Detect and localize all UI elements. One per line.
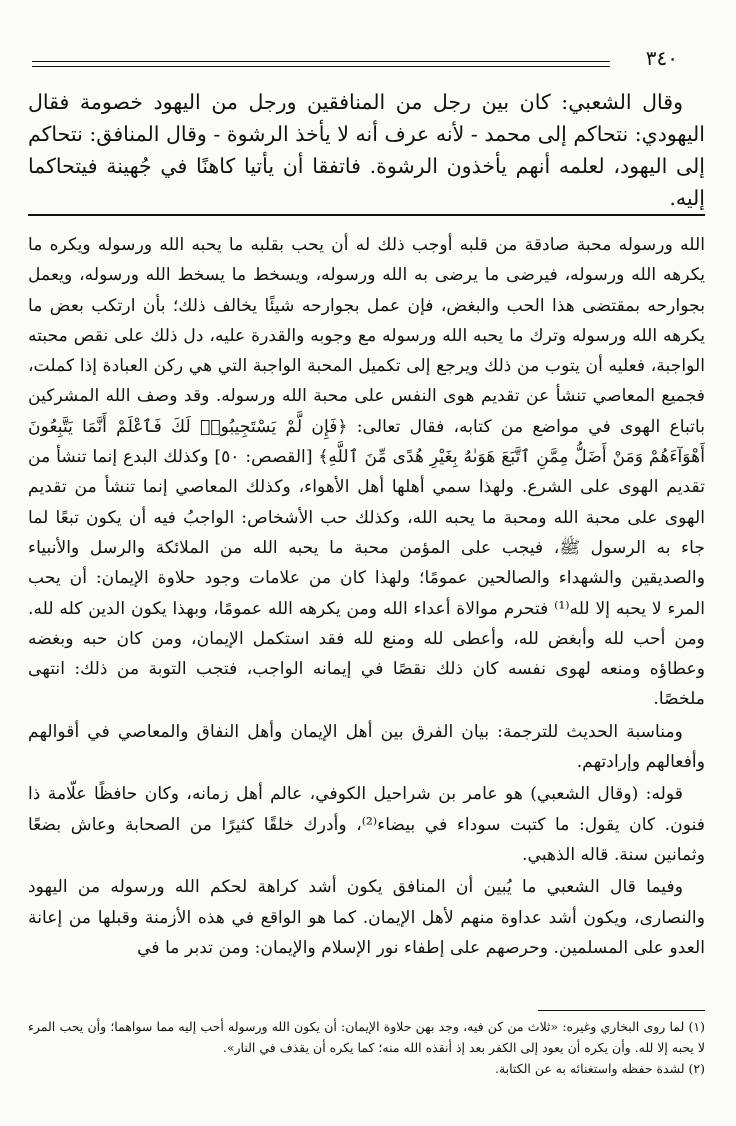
main-text-block bbox=[28, 86, 705, 214]
commentary-paragraph: الله ورسوله محبة صادقة من قلبه أوجب ذلك له أن يحب بقلبه ما يحبه الله ورسوله ويكره ما يكرهه الله ورسوله، فيرضى ما يرضى به الله ورسوله، ويسخط ما يسخط الله ورسوله، ويعمل بجوارحه بمقتضى هذا الحب والبغض، فإن عمل بجوارحه شيئًا يخالف ذلك؛ بأن ارتكب بعض ما يكرهه الله ورسوله وترك ما يحبه الله ورسوله مع وجوبه والقدرة عليه، دل ذلك على نقص محبته الواجبة، فعليه أن يتوب من ذلك ويرجع إلى تكميل المحبة الواجبة التي هي ركن العبادة إذا كملت، فجميع المعاصي تنشأ عن تقديم هوى النفس على محبة الله ورسوله. وقد وصف الله المشركين باتباع الهوى في مواضع من كتابه، فقال تعالى: ﴿فَإِن لَّمْ يَسْتَجِيبُوا۟ لَكَ فَٱعْلَمْ أَنَّمَا يَتَّبِعُونَ أَهْوَآءَهُمْ وَمَنْ أَضَلُّ مِمَّنِ ٱتَّبَعَ هَوَىٰهُ بِغَيْرِ هُدًى مِّنَ ٱللَّهِ﴾ [القصص: ٥٠] وكذلك البدع إنما تنشأ من تقديم الهوى على الشرع. ولهذا سمي أهلها أهل الأهواء، وكذلك المعاصي إنما تنشأ من تقديم الهوى على محبة الله ومحبة ما يحبه الله، وكذلك حب الأشخاص: الواجبُ فيه أن يكون تبعًا لما جاء به الرسول ﷺ، فيجب على المؤمن محبة ما يحبه الله من الملائكة والرسل والأنبياء والصديقين والشهداء والصالحين عمومًا؛ ولهذا كان من علامات وجود حلاوة الإيمان: أن يحب المرء لا يحبه إلا لله⁽¹⁾ فتحرم موالاة أعداء الله ومن يكرهه الله عمومًا، وبهذا يكون الدين كله لله. ومن أحب لله وأبغض لله، وأعطى لله ومنع لله فقد استكمل الإيمان، ومن كان حبه وبغضه وعطاؤه ومنعه لهوى نفسه كان ذلك نقصًا في إيمانه الواجب، فتجب التوبة من ذلك: انتهى ملخصًا. bbox=[28, 235, 705, 710]
page-number: ٣٤٠ bbox=[645, 46, 678, 70]
commentary-block bbox=[28, 230, 705, 963]
footnotes-block bbox=[28, 1016, 705, 1079]
footnote: (٢) لشدة حفظه واستغنائه به عن الكتابة. bbox=[494, 1061, 705, 1076]
header-rule-thin bbox=[32, 66, 610, 67]
section-divider bbox=[28, 214, 705, 216]
header-rule bbox=[32, 61, 610, 62]
main-text: وقال الشعبي: كان بين رجل من المنافقين ورجل من اليهود خصومة فقال اليهودي: نتحاكم إلى محمد - لأنه عرف أنه لا يأخذ الرشوة - وقال المنافق: نتحاكم إلى اليهود، لعلمه أنهم يأخذون الرشوة. فاتفقا أن يأتيا كاهنًا في جُهينة فيتحاكما إليه. bbox=[28, 90, 705, 210]
footnote-rule bbox=[538, 1010, 705, 1011]
commentary-paragraph: ومناسبة الحديث للترجمة: بيان الفرق بين أهل الإيمان وأهل النفاق والمعاصي في أقوالهم وأفعالهم وإرادتهم. bbox=[28, 721, 705, 773]
page-header bbox=[32, 46, 678, 76]
footnote: (١) لما روى البخاري وغيره: «ثلاث من كن فيه، وجد بهن حلاوة الإيمان: أن يكون الله ورسوله أحب إليه مما سواهما؛ وأن يحب المرء لا يحبه إلا لله. وأن يكره أن يعود إلى الكفر بعد إذ أنقذه الله منه؛ كما يكره أن يقذف في النار». bbox=[28, 1019, 705, 1055]
commentary-paragraph: وفيما قال الشعبي ما يُبين أن المنافق يكون أشد كراهة لحكم الله ورسوله من اليهود والنصارى، ويكون أشد عداوة منهم لأهل الإيمان. كما هو الواقع في هذه الأزمنة وقبلها من إعانة العدو على المسلمين. وحرصهم على إطفاء نور الإسلام والإيمان: ومن تدبر ما في bbox=[28, 877, 705, 958]
commentary-paragraph: قوله: (وقال الشعبي) هو عامر بن شراحيل الكوفي، عالم أهل زمانه، وكان حافظًا علّامة ذا فنون. كان يقول: ما كتبت سوداء في بيضاء⁽²⁾، وأدرك خلقًا كثيرًا من الصحابة وعاش بضعًا وثمانين سنة. قاله الذهبي. bbox=[28, 784, 705, 865]
